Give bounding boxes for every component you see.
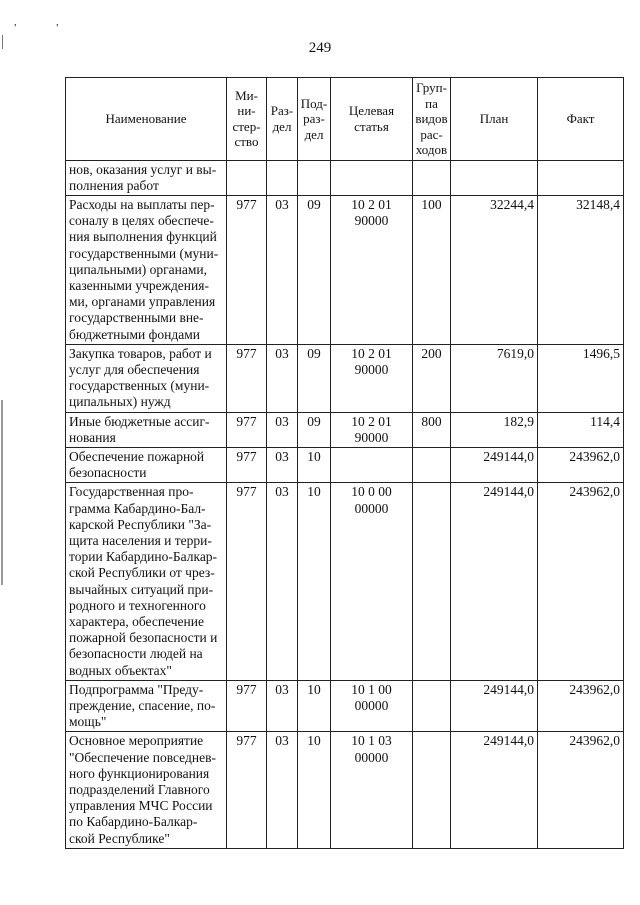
row-name: Расходы на выплаты пер- соналу в целях обеспече- ния выполнения функций государственными (муни- ципальными) органами, казенными учреждения- ми, органами управления государственными вне- бюджетными фондами: [66, 195, 227, 344]
row-plan: 249144,0: [451, 680, 538, 732]
row-ministry: 977: [227, 447, 267, 482]
row-ministry: 977: [227, 412, 267, 447]
header-subsection: Под- раз- дел: [298, 78, 331, 161]
row-target: 10 2 01 90000: [331, 195, 413, 344]
row-section: 03: [267, 344, 298, 412]
row-ministry: 977: [227, 680, 267, 732]
row-group: [413, 483, 451, 680]
row-fact: 32148,4: [538, 195, 624, 344]
row-target: [331, 447, 413, 482]
row-subsection: 09: [298, 344, 331, 412]
row-plan: 249144,0: [451, 732, 538, 848]
header-ministry: Ми- ни- стер- ство: [227, 78, 267, 161]
scan-edge-line: [2, 35, 3, 49]
row-target: 10 1 00 00000: [331, 680, 413, 732]
row-ministry: 977: [227, 483, 267, 680]
row-name: Иные бюджетные ассиг- нования: [66, 412, 227, 447]
row-name: Закупка товаров, работ и услуг для обеспечения государственных (муни- ципальных) нужд: [66, 344, 227, 412]
row-plan: 7619,0: [451, 344, 538, 412]
row-section: [267, 160, 298, 195]
header-plan: План: [451, 78, 538, 161]
header-section: Раз- дел: [267, 78, 298, 161]
table-row: [66, 344, 624, 412]
row-target: [331, 160, 413, 195]
row-group: 800: [413, 412, 451, 447]
table-row: [66, 483, 624, 680]
row-ministry: [227, 160, 267, 195]
table-row: [66, 412, 624, 447]
scan-speck: ,: [14, 16, 17, 28]
row-plan: 32244,4: [451, 195, 538, 344]
row-group: 100: [413, 195, 451, 344]
scan-edge-line: [1, 400, 3, 585]
row-target: 10 1 03 00000: [331, 732, 413, 848]
row-group: 200: [413, 344, 451, 412]
row-section: 03: [267, 195, 298, 344]
row-fact: 243962,0: [538, 680, 624, 732]
row-name: нов, оказания услуг и вы- полнения работ: [66, 160, 227, 195]
row-name: Основное мероприятие "Обеспечение повседнев- ного функционирования подразделений Главного управления МЧС России по Кабардино-Балкар- ской Республике": [66, 732, 227, 848]
row-ministry: 977: [227, 195, 267, 344]
row-subsection: 10: [298, 680, 331, 732]
row-plan: 182,9: [451, 412, 538, 447]
row-subsection: 09: [298, 195, 331, 344]
scan-speck: ,: [56, 16, 59, 28]
header-expense-group: Груп- па видов рас- ходов: [413, 78, 451, 161]
budget-table: [65, 77, 624, 849]
row-plan: 249144,0: [451, 483, 538, 680]
row-subsection: 09: [298, 412, 331, 447]
table-row: [66, 195, 624, 344]
table-row: [66, 680, 624, 732]
header-fact: Факт: [538, 78, 624, 161]
row-section: 03: [267, 412, 298, 447]
row-group: [413, 732, 451, 848]
row-fact: 243962,0: [538, 483, 624, 680]
row-target: 10 2 01 90000: [331, 412, 413, 447]
row-group: [413, 447, 451, 482]
row-plan: 249144,0: [451, 447, 538, 482]
table-row: [66, 160, 624, 195]
row-name: Государственная про- грамма Кабардино-Бал- карской Республики "За- щита населения и терри- тории Кабардино-Балкар- ской Республики от чрез- вычайных ситуаций при- родного и техногенного характера, обеспечение пожарной безопасности и безопасности людей на водных объектах": [66, 483, 227, 680]
row-target: 10 0 00 00000: [331, 483, 413, 680]
row-subsection: 10: [298, 447, 331, 482]
row-section: 03: [267, 483, 298, 680]
row-subsection: [298, 160, 331, 195]
row-target: 10 2 01 90000: [331, 344, 413, 412]
row-section: 03: [267, 447, 298, 482]
row-name: Обеспечение пожарной безопасности: [66, 447, 227, 482]
row-group: [413, 680, 451, 732]
table-row: [66, 447, 624, 482]
row-subsection: 10: [298, 483, 331, 680]
row-fact: 114,4: [538, 412, 624, 447]
row-fact: 243962,0: [538, 732, 624, 848]
row-ministry: 977: [227, 732, 267, 848]
table-row: [66, 732, 624, 848]
row-fact: [538, 160, 624, 195]
row-section: 03: [267, 680, 298, 732]
row-name: Подпрограмма "Преду- преждение, спасение, по- мощь": [66, 680, 227, 732]
row-ministry: 977: [227, 344, 267, 412]
row-subsection: 10: [298, 732, 331, 848]
row-plan: [451, 160, 538, 195]
header-name: Наименование: [66, 78, 227, 161]
row-group: [413, 160, 451, 195]
row-fact: 1496,5: [538, 344, 624, 412]
page-number: 249: [308, 40, 332, 56]
row-section: 03: [267, 732, 298, 848]
table-header-row: [66, 78, 624, 161]
header-target-article: Целевая статья: [331, 78, 413, 161]
row-fact: 243962,0: [538, 447, 624, 482]
